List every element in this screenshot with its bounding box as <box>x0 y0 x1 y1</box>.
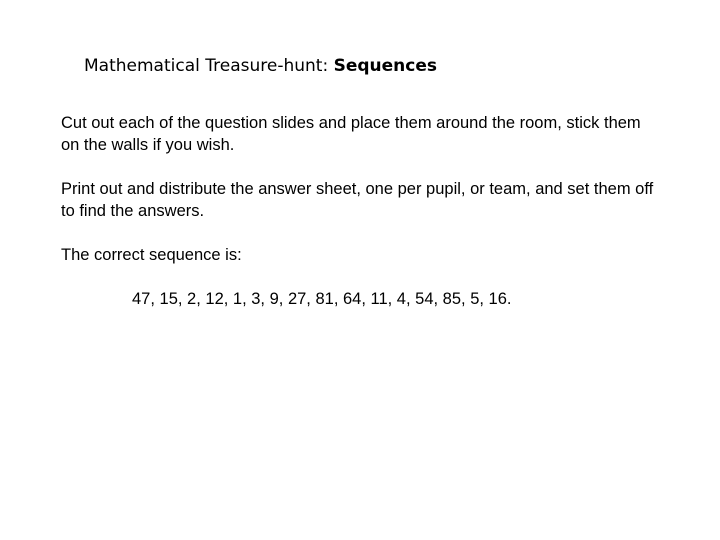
page-title <box>84 54 437 78</box>
cut-out-instruction: Cut out each of the question slides and place them around the room, stick them on the walls if you wish. <box>61 114 641 154</box>
instructions-block <box>61 112 661 310</box>
print-out-instruction: Print out and distribute the answer sheet, one per pupil, or team, and set them off to find the answers. <box>61 180 654 220</box>
title-prefix: Mathematical Treasure-hunt: <box>84 56 334 76</box>
correct-sequence: 47, 15, 2, 12, 1, 3, 9, 27, 81, 64, 11, 4, 54, 85, 5, 16. <box>132 290 512 308</box>
sequence-label: The correct sequence is: <box>61 246 242 264</box>
title-emphasis: Sequences <box>333 56 437 76</box>
